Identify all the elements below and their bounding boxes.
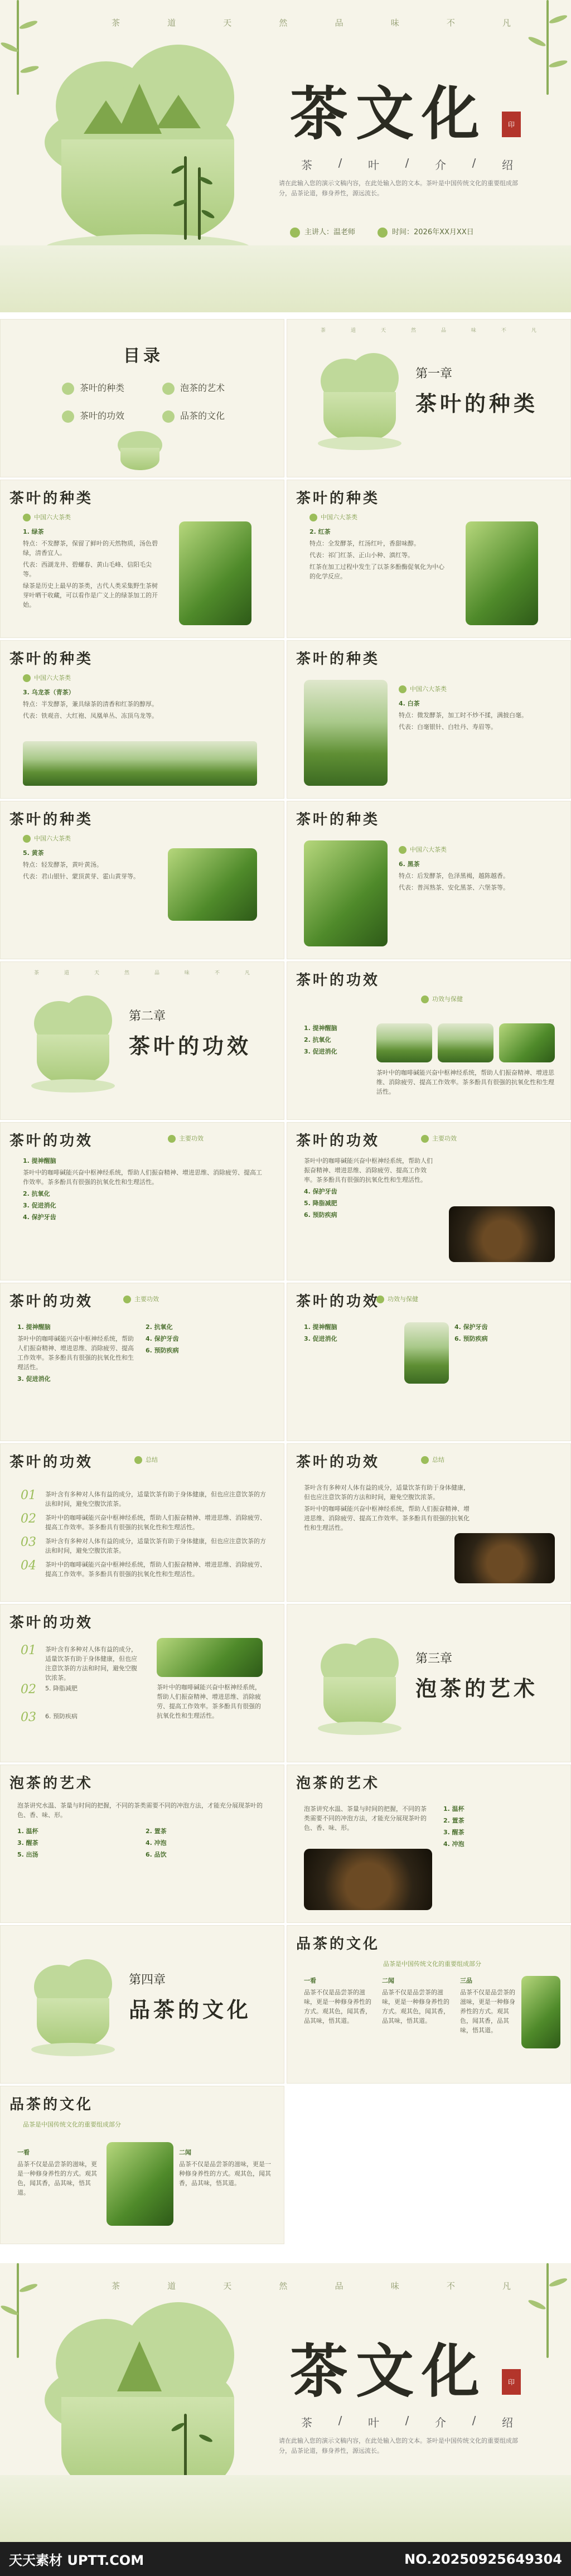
effects-slide-4 xyxy=(0,1283,284,1441)
tea-leaf-photo xyxy=(466,521,538,625)
hero-subtitle: 茶 / 叶 / 介 / 绍 xyxy=(301,2414,513,2429)
types-slide-2 xyxy=(287,480,571,638)
brewing-slide-2: 泡茶的艺术 泡茶讲究水温、茶量与时间的把握，不同的茶类需要不同的冲泡方法，才能充分展现茶叶的色、香、味、形。 1. 温杯 2. 置茶 3. 醒茶 4. 冲泡 xyxy=(287,1765,571,1923)
ground-decoration xyxy=(0,2475,571,2542)
types-slide-4 xyxy=(287,640,571,799)
site-watermark[interactable]: 天天素材 UPTT.COM xyxy=(9,2553,144,2568)
section-heading: 品茶的文化 xyxy=(9,2096,94,2113)
step-number: 02 xyxy=(21,1512,36,1526)
bamboo-decoration xyxy=(507,0,571,95)
hero-description: 请在此输入您的演示文稿内容，在此处输入您的文本。茶叶是中国传统文化的重要组成部分，品茶论道，修身养性，源远流长。 xyxy=(279,2437,518,2454)
effects-slide-2 xyxy=(0,1122,284,1280)
tagline-char: 然 xyxy=(279,18,290,28)
section-tag: 总结 xyxy=(134,1455,158,1464)
summary-slide-2 xyxy=(287,1443,571,1602)
toc-item[interactable]: 品茶的文化 xyxy=(162,409,225,423)
tea-picking-photo xyxy=(404,1322,449,1384)
tagline-char: 不 xyxy=(446,18,457,28)
step-number: 01 xyxy=(21,1488,36,1502)
types-slide-6 xyxy=(287,801,571,959)
tagline-char: 凡 xyxy=(502,18,513,28)
toc-title: 目录 xyxy=(123,346,163,366)
section-heading: 茶叶的功效 xyxy=(9,1293,94,1310)
section-tag: 中国六大茶类 xyxy=(23,673,71,682)
hero-title: 茶文化 xyxy=(290,2337,488,2405)
ground-decoration xyxy=(0,245,571,312)
taste-col: 一看 品茶不仅是品尝茶的滋味，更是一种修身养性的方式。观其色，闻其香，品其味，悟其道。 xyxy=(17,2149,97,2196)
section-heading: 茶叶的功效 xyxy=(9,1615,94,1631)
effect-list: 茶叶中的咖啡碱能兴奋中枢神经系统，帮助人们振奋精神、增进思维、消除疲劳、提高工作效率。茶多酚具有很强的抗氧化性和生理活性。 4. 保护牙齿 5. 降脂减肥 6. 预防疾病 xyxy=(304,1157,433,1219)
tagline-char: 茶 xyxy=(112,18,123,28)
section-heading: 茶叶的种类 xyxy=(9,490,94,507)
section-heading: 茶叶的功效 xyxy=(9,1133,94,1149)
types-slide-1 xyxy=(0,480,284,638)
slide-body: 6. 黑茶 特点：后发酵茶，色泽黑褐，越陈越香。 代表：普洱熟茶、安化黑茶、六堡茶等。 xyxy=(399,861,509,891)
chapter3-slide xyxy=(287,1604,571,1762)
section-tag: 中国六大茶类 xyxy=(23,834,71,843)
effect-col-right: 2. 抗氧化 4. 保护牙齿 6. 预防疾病 xyxy=(146,1323,179,1354)
tea-field-photo xyxy=(304,680,388,786)
section-heading: 茶叶的功效 xyxy=(296,1133,380,1149)
teapot-photo xyxy=(449,1206,555,1262)
toc-slide xyxy=(0,319,284,477)
section-heading: 茶叶的种类 xyxy=(296,651,380,668)
subtitle-char: / xyxy=(472,156,476,170)
section-tag: 中国六大茶类 xyxy=(309,513,357,521)
empty-area xyxy=(286,2086,571,2263)
section-tag: 功效与保健 xyxy=(376,1294,418,1303)
tagline-char: 味 xyxy=(390,18,401,28)
section-heading: 茶叶的种类 xyxy=(296,490,380,507)
tea-leaf-photo xyxy=(157,1638,263,1677)
subtitle-char: 介 xyxy=(435,158,446,172)
subtitle-char: 绍 xyxy=(502,158,513,172)
hero-tagline: 茶 道 天 然 品 味 不 凡 xyxy=(112,2281,513,2291)
subtitle-char: 叶 xyxy=(368,158,379,172)
chapter-number: 第三章 xyxy=(415,1652,453,1666)
section-tag: 中国六大茶类 xyxy=(23,513,71,521)
tea-cup-illustration xyxy=(28,1959,118,2065)
taste-col: 三品 品茶不仅是品尝茶的滋味，更是一种修身养性的方式。观其色，闻其香，品其味，悟其道。 xyxy=(460,1977,515,2034)
slide-body: 5. 黄茶 特点：轻发酵茶，黄叶黄汤。 代表：君山银针、蒙顶黄芽、霍山黄芽等。 xyxy=(23,849,139,880)
hero-subtitle xyxy=(301,156,513,172)
slide-body: 1. 绿茶 特点：不发酵茶，保留了鲜叶的天然物质，汤色碧绿，清香宜人。 代表：西湖龙井、碧螺春、黄山毛峰、信阳毛尖等。 绿茶是历史上最早的茶类，古代人类采集野生茶树芽叶晒干收藏，可以看作是广义上的绿茶加工的开始。 xyxy=(23,528,158,608)
chapter1-slide xyxy=(287,319,571,477)
brew-steps: 1. 温杯 2. 置茶 3. 醒茶 4. 冲泡 xyxy=(443,1805,464,1848)
hero-tagline xyxy=(112,17,513,28)
cover-slide-repeat xyxy=(0,2263,571,2542)
tea-cup-illustration xyxy=(315,1638,404,1744)
chapter-title: 品茶的文化 xyxy=(129,1997,252,2022)
slide-body: 3. 乌龙茶（青茶） 特点：半发酵茶，兼具绿茶的清香和红茶的醇厚。 代表：铁观音、大红袍、凤凰单丛、冻顶乌龙等。 xyxy=(23,689,158,719)
subtitle-char: / xyxy=(338,156,342,170)
tea-cup-illustration xyxy=(315,353,404,459)
section-heading: 茶叶的功效 xyxy=(9,1454,94,1471)
date: 时间：2026年XX月XX日 xyxy=(378,226,474,238)
reporter: 主讲人：温老师 xyxy=(290,226,355,238)
tea-leaf-photo xyxy=(168,848,257,921)
effect-list: 1. 提神醒脑 茶叶中的咖啡碱能兴奋中枢神经系统，帮助人们振奋精神、增进思维、消除疲劳、提高工作效率。茶多酚具有很强的抗氧化性和生理活性。 2. 抗氧化 3. 促进消化 4. 保护牙齿 xyxy=(23,1157,262,1221)
subtitle-char: 茶 xyxy=(301,158,312,172)
section-tag: 总结 xyxy=(421,1455,444,1464)
toc-item[interactable]: 茶叶的功效 xyxy=(62,409,124,423)
tea-leaf-photo xyxy=(107,2142,173,2226)
chapter-number: 第一章 xyxy=(415,367,453,381)
tea-field-photo xyxy=(438,1023,493,1062)
taste-col: 一看 品茶不仅是品尝茶的滋味，更是一种修身养性的方式。观其色，闻其香，品其味，悟其道。 xyxy=(304,1977,371,2024)
tea-field-photo xyxy=(23,741,257,786)
step-number: 04 xyxy=(21,1559,36,1573)
section-heading: 品茶的文化 xyxy=(296,1936,380,1952)
tea-leaf-photo xyxy=(179,521,251,625)
chapter2-slide xyxy=(0,961,284,1120)
summary-slide-3: 茶叶的功效 01 茶叶含有多种对人体有益的成分，适量饮茶有助于身体健康，但也应注意饮茶的方法和时间，避免空腹饮浓茶。 02 5. 降脂减肥 03 6. 预防疾病 茶叶中的咖啡碱能兴奋中枢神经系统，帮助人们振奋精神、增进思维、消除疲劳、提高工作效率。茶多酚具有很强的抗氧化性和生理活性。 xyxy=(0,1604,284,1762)
section-tag: 中国六大茶类 xyxy=(399,845,447,854)
summary-slide-1: 茶叶的功效 总结 01 茶叶含有多种对人体有益的成分，适量饮茶有助于身体健康，但也应注意饮茶的方法和时间，避免空腹饮浓茶。 02 茶叶中的咖啡碱能兴奋中枢神经系统，帮助人们振奋精神、增进思维、消除疲劳、提高工作效率。茶多酚具有很强的抗氧化性和生理活性。 03 茶叶含有多种对人体有益的成分，适量饮茶有助于身体健康，但也应注意饮茶的方法和时间，避免空腹饮浓茶。 04 茶叶中的咖啡碱能兴奋中枢神经系统，帮助人们振奋精神、增进思维、消除疲劳、提高工作效率。茶多酚具有很强的抗氧化性和生理活性。 xyxy=(0,1443,284,1602)
chapter-tagline: 茶 道 天 然 品 味 不 凡 xyxy=(34,970,251,976)
section-heading: 泡茶的艺术 xyxy=(296,1775,380,1792)
red-seal-stamp: 印 xyxy=(502,112,521,137)
effect-text: 茶叶中的咖啡碱能兴奋中枢神经系统，帮助人们振奋精神、增进思维、消除疲劳、提高工作效率。茶多酚具有很强的抗氧化性和生理活性。 xyxy=(376,1069,554,1095)
section-heading: 茶叶的种类 xyxy=(296,811,380,828)
red-seal-stamp: 印 xyxy=(502,2369,521,2395)
effect-col-left: 1. 提神醒脑 茶叶中的咖啡碱能兴奋中枢神经系统，帮助人们振奋精神、增进思维、消除疲劳、提高工作效率。茶多酚具有很强的抗氧化性和生理活性。 3. 促进消化 xyxy=(17,1323,134,1383)
tea-leaf-photo xyxy=(499,1023,555,1062)
cover-slide xyxy=(0,0,571,312)
tea-leaf-photo xyxy=(521,1976,560,2048)
asset-number: NO.20250925649304 xyxy=(404,2551,562,2567)
hero-description: 请在此输入您的演示文稿内容，在此处输入您的文本。茶叶是中国传统文化的重要组成部分，品茶论道，修身养性，源远流长。 xyxy=(279,180,518,197)
chapter-number: 第四章 xyxy=(129,1973,166,1987)
clock-icon xyxy=(378,228,388,238)
tea-leaf-photo xyxy=(304,840,388,946)
brew-steps-right: 2. 置茶 4. 冲泡 6. 品饮 xyxy=(146,1828,167,1858)
chapter-title: 茶叶的种类 xyxy=(415,391,539,416)
watermark-footer xyxy=(0,2542,571,2576)
hero-info xyxy=(290,226,474,238)
step-number: 02 xyxy=(21,1683,36,1697)
section-tag: 主要功效 xyxy=(123,1294,159,1303)
brew-steps-left: 1. 温杯 3. 醒茶 5. 出汤 xyxy=(17,1828,38,1858)
hero-title: 茶文化 xyxy=(290,79,488,148)
chapter-tagline: 茶 道 天 然 品 味 不 凡 xyxy=(321,328,538,334)
teapot-photo xyxy=(304,1849,432,1910)
tea-cup-illustration xyxy=(28,995,118,1101)
tea-cup-illustration xyxy=(112,431,168,476)
section-heading: 茶叶的功效 xyxy=(296,1293,380,1310)
section-tag: 中国六大茶类 xyxy=(399,684,447,693)
brewing-slide-1: 泡茶的艺术 泡茶讲究水温、茶量与时间的把握，不同的茶类需要不同的冲泡方法，才能充分展现茶叶的色、香、味、形。 1. 温杯 3. 醒茶 5. 出汤 2. 置茶 4. 冲泡 6. 品饮 xyxy=(0,1765,284,1923)
section-heading: 茶叶的功效 xyxy=(296,972,380,989)
section-heading: 泡茶的艺术 xyxy=(9,1775,94,1792)
slide-body: 2. 红茶 特点：全发酵茶，红汤红叶，香甜味醇。 代表：祁门红茶、正山小种、滇红等。 红茶在加工过程中发生了以茶多酚酶促氧化为中心的化学反应。 xyxy=(309,528,444,580)
toc-item[interactable]: 茶叶的种类 xyxy=(62,381,124,395)
chapter-number: 第二章 xyxy=(129,1009,166,1023)
chapter-title: 茶叶的功效 xyxy=(129,1033,252,1059)
effects-slide-1 xyxy=(287,961,571,1120)
chapter-title: 泡茶的艺术 xyxy=(415,1676,539,1701)
taste-col: 二闻 品茶不仅是品尝茶的滋味，更是一种修身养性的方式。观其色，闻其香，品其味，悟其道。 xyxy=(382,1977,449,2024)
step-number: 03 xyxy=(21,1710,36,1724)
section-heading: 茶叶的种类 xyxy=(9,811,94,828)
effect-col-left: 1. 提神醒脑 3. 促进消化 xyxy=(304,1323,337,1342)
tea-field-photo xyxy=(376,1023,432,1062)
taste-col: 二闻 品茶不仅是品尝茶的滋味，更是一种修身养性的方式。观其色，闻其香，品其味，悟其道。 xyxy=(179,2149,271,2187)
effects-slide-3 xyxy=(287,1122,571,1280)
slide-body: 4. 白茶 特点：微发酵茶，加工时不炒不揉，满披白毫。 代表：白毫银针、白牡丹、寿眉等。 xyxy=(399,700,528,731)
section-tag: 功效与保健 xyxy=(421,994,463,1003)
effects-slide-5 xyxy=(287,1283,571,1441)
tagline-char: 品 xyxy=(335,18,346,28)
tasting-slide-1: 品茶的文化 品茶是中国传统文化的重要组成部分 一看 品茶不仅是品尝茶的滋味，更是一种修身养性的方式。观其色，闻其香，品其味，悟其道。 二闻 品茶不仅是品尝茶的滋味，更是一种修身养性的方式。观其色，闻其香，品其味，悟其道。 三品 品茶不仅是品尝茶的滋味，更是一种修身养性的方式。观其色，闻其香，品其味，悟其道。 xyxy=(287,1925,571,2084)
slide-body: 茶叶含有多种对人体有益的成分，适量饮茶有助于身体健康，但也应注意饮茶的方法和时间，避免空腹饮浓茶。 茶叶中的咖啡碱能兴奋中枢神经系统，帮助人们振奋精神、增进思维、消除疲劳、提高工作效率。茶多酚具有很强的抗氧化性和生理活性。 xyxy=(304,1484,470,1531)
section-tag: 主要功效 xyxy=(168,1134,204,1143)
tagline-char: 道 xyxy=(167,18,178,28)
teapot-photo xyxy=(454,1533,555,1583)
effect-col-right: 4. 保护牙齿 6. 预防疾病 xyxy=(454,1323,488,1342)
tagline-char: 天 xyxy=(223,18,234,28)
user-icon xyxy=(290,228,300,238)
tasting-slide-2: 品茶的文化 品茶是中国传统文化的重要组成部分 一看 品茶不仅是品尝茶的滋味，更是一种修身养性的方式。观其色，闻其香，品其味，悟其道。 二闻 品茶不仅是品尝茶的滋味，更是一种修身养性的方式。观其色，闻其香，品其味，悟其道。 xyxy=(0,2086,284,2244)
types-slide-5 xyxy=(0,801,284,959)
effect-list: 1. 提神醒脑 2. 抗氧化 3. 促进消化 xyxy=(304,1024,337,1055)
section-heading: 茶叶的种类 xyxy=(9,651,94,668)
bamboo-decoration xyxy=(507,2263,571,2358)
section-tag: 主要功效 xyxy=(421,1134,457,1143)
toc-item[interactable]: 泡茶的艺术 xyxy=(162,381,225,395)
subtitle-char: / xyxy=(405,156,409,170)
step-number: 01 xyxy=(21,1644,36,1657)
section-heading: 茶叶的功效 xyxy=(296,1454,380,1471)
step-number: 03 xyxy=(21,1535,36,1549)
types-slide-3 xyxy=(0,640,284,799)
chapter4-slide xyxy=(0,1925,284,2084)
